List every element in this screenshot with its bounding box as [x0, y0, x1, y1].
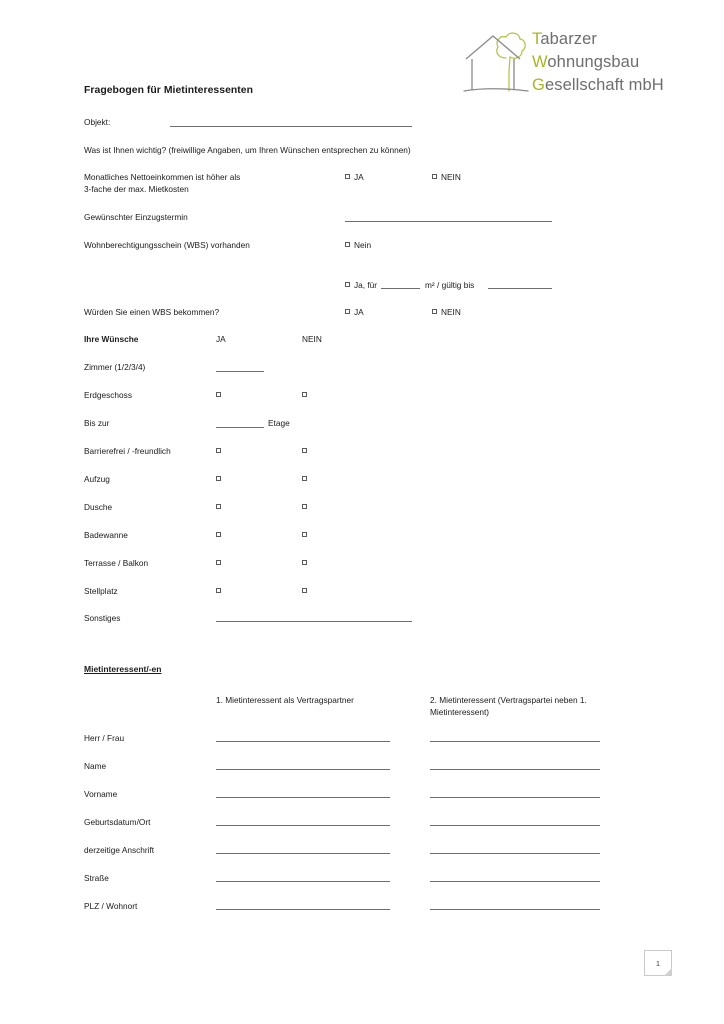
applicant-2-geburtsdatum-ort-input-line[interactable] — [430, 825, 600, 826]
logo-cap-t: T — [532, 30, 541, 48]
logo-line-3 — [532, 74, 682, 97]
wish-aufzug-no-checkbox[interactable] — [302, 476, 307, 481]
applicant-field-label-plz-wohnort: PLZ / Wohnort — [84, 901, 138, 911]
applicant-2-header-rest: (Vertragspartei neben 1. Mietinteressent) — [430, 695, 587, 717]
wbs-would-get-label: Würden Sie einen WBS bekommen? — [84, 307, 220, 317]
wishes-col-no-header: NEIN — [302, 334, 322, 344]
wish-label-bis-zur: Bis zur — [84, 418, 110, 428]
wishes-col-yes-header: JA — [216, 334, 226, 344]
applicant-1-header-bold: 1. Mietinteressent — [216, 695, 282, 705]
page-number-value: 1 — [655, 958, 661, 968]
wish-barrierefrei-yes-checkbox[interactable] — [216, 448, 221, 453]
applicant-2-herr-frau-input-line[interactable] — [430, 741, 600, 742]
applicant-2-derzeitige-anschrift-input-line[interactable] — [430, 853, 600, 854]
logo-line-2 — [532, 51, 682, 74]
logo-rest-3: esellschaft mbH — [544, 76, 664, 94]
applicant-field-label-strasse: Straße — [84, 873, 109, 883]
wish-dusche-yes-checkbox[interactable] — [216, 504, 221, 509]
objekt-input-line[interactable] — [170, 126, 412, 127]
applicant-2-column-header — [430, 694, 625, 718]
wish-zimmer-input-line[interactable] — [216, 371, 264, 372]
income-yes-checkbox[interactable] — [345, 174, 350, 179]
objekt-label: Objekt: — [84, 117, 111, 127]
move-in-label: Gewünschter Einzugstermin — [84, 212, 188, 222]
wish-label-dusche: Dusche — [84, 502, 113, 512]
wbs-yes-checkbox[interactable] — [345, 282, 350, 287]
income-yes-label: JA — [354, 172, 364, 182]
wishes-heading: Ihre Wünsche — [84, 334, 139, 344]
applicants-section-heading: Mietinteressent/-en — [84, 664, 162, 674]
wish-label-terrasse-balkon: Terrasse / Balkon — [84, 558, 149, 568]
wish-stellplatz-no-checkbox[interactable] — [302, 588, 307, 593]
wish-erdgeschoss-no-checkbox[interactable] — [302, 392, 307, 397]
wbs-would-get-yes-label: JA — [354, 307, 364, 317]
applicant-field-label-geburtsdatum-ort: Geburtsdatum/Ort — [84, 817, 151, 827]
income-no-label: NEIN — [441, 172, 461, 182]
house-with-tree-icon — [462, 28, 540, 96]
wish-etage-input-line[interactable] — [216, 427, 264, 428]
logo-cap-w: W — [532, 53, 548, 71]
applicant-field-label-vorname: Vorname — [84, 789, 118, 799]
applicant-1-name-input-line[interactable] — [216, 769, 390, 770]
wish-aufzug-yes-checkbox[interactable] — [216, 476, 221, 481]
applicant-field-label-name: Name — [84, 761, 107, 771]
wbs-area-input-line[interactable] — [381, 288, 420, 289]
wish-label-aufzug: Aufzug — [84, 474, 110, 484]
applicant-1-herr-frau-input-line[interactable] — [216, 741, 390, 742]
importance-heading — [84, 144, 411, 156]
applicant-1-header-rest: als Vertragspartner — [281, 695, 354, 705]
logo-rest-2: ohnungsbau — [547, 53, 640, 71]
income-label-line1: Monatliches Nettoeinkommen ist höher als — [84, 172, 241, 182]
wish-label-zimmer: Zimmer (1/2/3/4) — [84, 362, 146, 372]
wish-dusche-no-checkbox[interactable] — [302, 504, 307, 509]
wish-label-sonstiges: Sonstiges — [84, 613, 121, 623]
wish-erdgeschoss-yes-checkbox[interactable] — [216, 392, 221, 397]
wbs-yes-prefix: Ja, für — [354, 280, 378, 290]
wish-terrasse-balkon-yes-checkbox[interactable] — [216, 560, 221, 565]
applicant-1-plz-wohnort-input-line[interactable] — [216, 909, 390, 910]
wbs-valid-until-input-line[interactable] — [488, 288, 552, 289]
move-in-input-line[interactable] — [345, 221, 552, 222]
applicant-2-plz-wohnort-input-line[interactable] — [430, 909, 600, 910]
applicant-field-label-herr-frau: Herr / Frau — [84, 733, 125, 743]
wish-label-barrierefrei: Barrierefrei / -freundlich — [84, 446, 171, 456]
applicant-2-header-bold: 2. Mietinteressent — [430, 695, 496, 705]
applicant-1-derzeitige-anschrift-input-line[interactable] — [216, 853, 390, 854]
wish-sonstiges-input-line[interactable] — [216, 621, 412, 622]
logo-line-1 — [532, 28, 682, 51]
importance-heading-bold: Was ist Ihnen wichtig? — [84, 145, 167, 155]
wish-badewanne-yes-checkbox[interactable] — [216, 532, 221, 537]
wbs-no-label: Nein — [354, 240, 372, 250]
logo-wordmark — [532, 28, 682, 97]
wbs-unit-label: m² / gültig bis — [425, 280, 475, 290]
income-no-checkbox[interactable] — [432, 174, 437, 179]
wish-stellplatz-yes-checkbox[interactable] — [216, 588, 221, 593]
company-logo — [462, 26, 677, 102]
applicant-field-label-derzeitige-anschrift: derzeitige Anschrift — [84, 845, 155, 855]
applicant-1-strasse-input-line[interactable] — [216, 881, 390, 882]
wish-barrierefrei-no-checkbox[interactable] — [302, 448, 307, 453]
logo-cap-g: G — [532, 76, 545, 94]
applicant-2-strasse-input-line[interactable] — [430, 881, 600, 882]
wbs-would-get-yes-checkbox[interactable] — [345, 309, 350, 314]
applicant-1-column-header — [216, 694, 416, 706]
wish-badewanne-no-checkbox[interactable] — [302, 532, 307, 537]
logo-rest-1: abarzer — [540, 30, 598, 48]
wish-label-badewanne: Badewanne — [84, 530, 128, 540]
wbs-would-get-no-checkbox[interactable] — [432, 309, 437, 314]
applicant-1-vorname-input-line[interactable] — [216, 797, 390, 798]
wbs-no-checkbox[interactable] — [345, 242, 350, 247]
income-label-line2: 3-fache der max. Mietkosten — [84, 184, 189, 194]
page-title: Fragebogen für Mietinteressenten — [84, 85, 254, 96]
wbs-would-get-no-label: NEIN — [441, 307, 461, 317]
importance-heading-rest: (freiwillige Angaben, um Ihren Wünschen entsprechen zu können) — [166, 145, 411, 155]
applicant-2-name-input-line[interactable] — [430, 769, 600, 770]
page-number-badge — [644, 950, 672, 976]
applicant-1-geburtsdatum-ort-input-line[interactable] — [216, 825, 390, 826]
wbs-label: Wohnberechtigungsschein (WBS) vorhanden — [84, 240, 250, 250]
wish-label-stellplatz: Stellplatz — [84, 586, 118, 596]
applicant-2-vorname-input-line[interactable] — [430, 797, 600, 798]
wish-etage-suffix: Etage — [268, 418, 290, 428]
wish-label-erdgeschoss: Erdgeschoss — [84, 390, 132, 400]
wish-terrasse-balkon-no-checkbox[interactable] — [302, 560, 307, 565]
